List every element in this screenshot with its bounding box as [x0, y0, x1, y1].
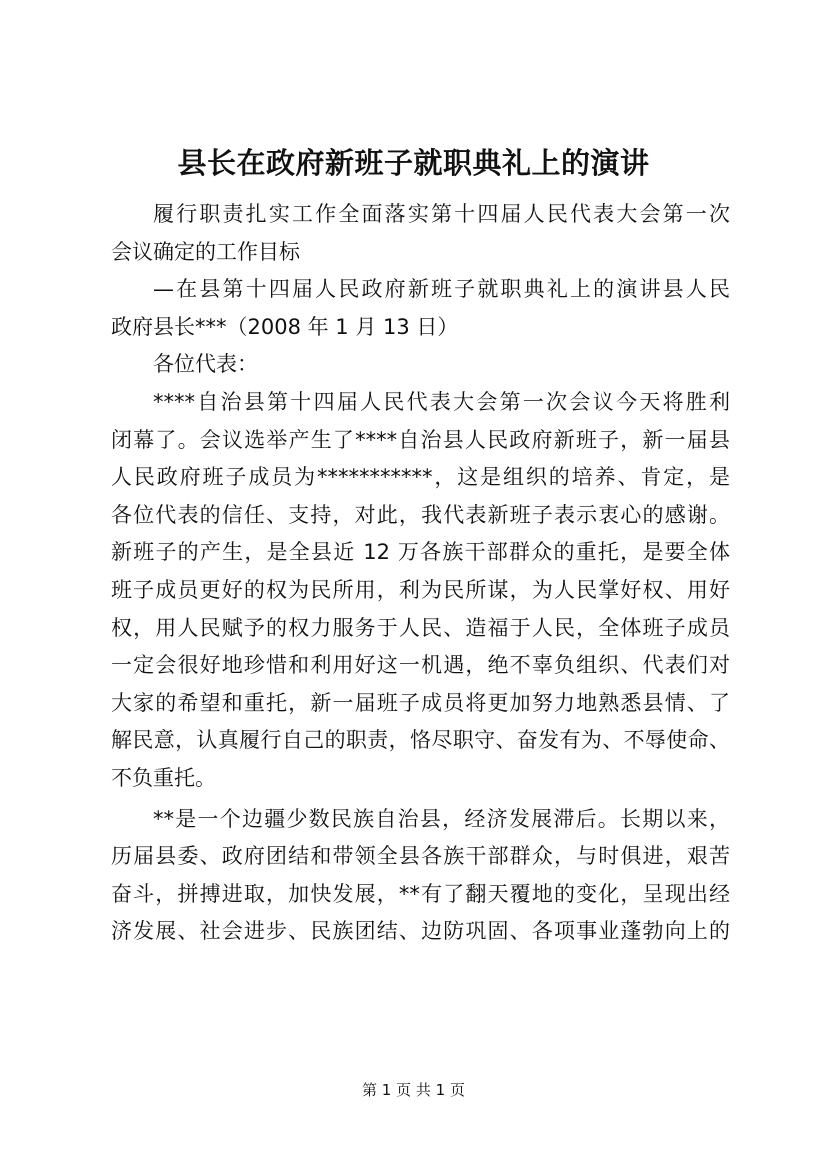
- page-footer: 第 1 页 共 1 页: [362, 1081, 465, 1099]
- body-paragraph-1: [111, 384, 730, 798]
- body-paragraph-2: [111, 801, 730, 951]
- paragraph-line: 班子成员更好的权为民所用，利为民所谋，为人民掌好权、用好: [111, 577, 730, 602]
- paragraph-line: 各位代表的信任、支持，对此，我代表新班子表示衷心的感谢。: [111, 502, 730, 527]
- paragraph-line: 各位代表：: [153, 352, 258, 377]
- paragraph-line: 一定会很好地珍惜和利用好这一机遇，绝不辜负组织、代表们对: [111, 653, 730, 678]
- subtitle-paragraph: [111, 196, 730, 271]
- paragraph-line: 履行职责扎实工作全面落实第十四届人民代表大会第一次: [153, 202, 730, 226]
- paragraph-line: 历届县委、政府团结和带领全县各族干部群众，与时俱进，艰苦: [111, 844, 730, 869]
- salutation-paragraph: [111, 346, 730, 384]
- paragraph-line: 闭幕了。会议选举产生了****自治县人民政府新班子，新一届县: [111, 427, 730, 452]
- paragraph-line: 权，用人民赋予的权力服务于人民、造福于人民，全体班子成员: [111, 615, 730, 640]
- paragraph-line: 大家的希望和重托，新一届班子成员将更加努力地熟悉县情、了: [111, 690, 730, 715]
- paragraph-line: 解民意，认真履行自己的职责，恪尽职守、奋发有为、不辱使命、: [111, 728, 730, 753]
- paragraph-line: 政府县长***（2008 年 1 月 13 日）: [111, 314, 459, 339]
- paragraph-line: 会议确定的工作目标: [111, 239, 300, 264]
- paragraph-line: 人民政府班子成员为***********，这是组织的培养、肯定，是: [111, 465, 730, 490]
- paragraph-line: —在县第十四届人民政府新班子就职典礼上的演讲县人民: [153, 277, 730, 302]
- paragraph-line: ****自治县第十四届人民代表大会第一次会议今天将胜利: [153, 389, 730, 414]
- paragraph-line: **是一个边疆少数民族自治县，经济发展滞后。长期以来，: [153, 806, 730, 831]
- byline-paragraph: [111, 271, 730, 346]
- paragraph-line: 新班子的产生，是全县近 12 万各族干部群众的重托，是要全体: [111, 540, 730, 565]
- paragraph-line: 奋斗，拼搏进取，加快发展，**有了翻天覆地的变化，呈现出经: [111, 881, 730, 906]
- paragraph-line: 不负重托。: [111, 765, 216, 790]
- document-body: [111, 196, 730, 951]
- document-title: 县长在政府新班子就职典礼上的演讲: [177, 146, 650, 180]
- paragraph-line: 济发展、社会进步、民族团结、边防巩固、各项事业蓬勃向上的: [111, 919, 730, 944]
